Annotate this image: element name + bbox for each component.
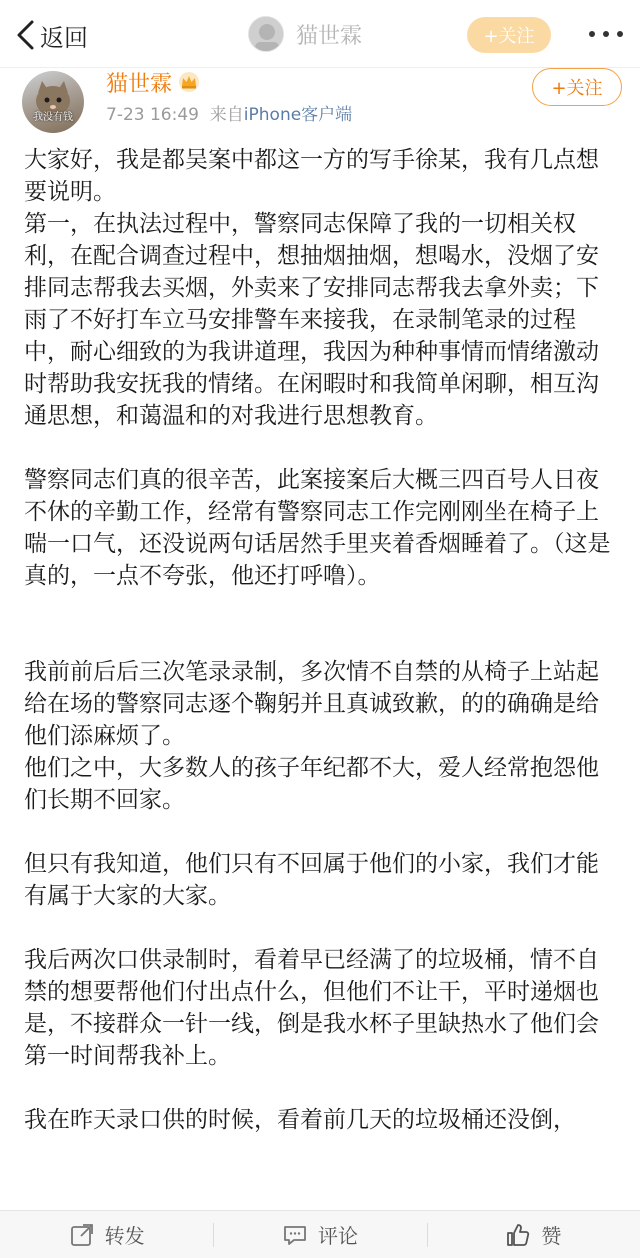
back-button[interactable]	[14, 18, 88, 52]
post-paragraph: 但只有我知道，他们只有不回属于他们的小家，我们才能有属于大家的大家。	[24, 851, 599, 909]
repost-label: 转发	[104, 1224, 145, 1248]
post-paragraph: 他们之中，大多数人的孩子年纪都不大，爱人经常抱怨他们长期不回家。	[24, 755, 599, 813]
nav-avatar-image-icon	[249, 17, 284, 52]
back-chevron-icon	[14, 18, 36, 52]
post-time: 7-23 16:49	[106, 105, 199, 125]
author-row	[0, 68, 640, 134]
nav-avatar[interactable]	[248, 16, 284, 52]
comment-icon	[282, 1222, 308, 1248]
nav-title: 猫世霖	[296, 23, 363, 49]
avatar-caption: 我没有钱	[33, 112, 73, 123]
post-paragraph: 我在昨天录口供的时候，看着前几天的垃圾桶还没倒，	[24, 1107, 576, 1133]
author-name[interactable]	[106, 68, 200, 96]
like-label: 赞	[541, 1224, 562, 1248]
crown-icon	[178, 71, 200, 93]
post-source-prefix: 来自	[209, 105, 244, 125]
comment-label: 评论	[317, 1224, 358, 1248]
nav-title-group[interactable]	[248, 15, 362, 53]
comment-button[interactable]	[213, 1211, 426, 1258]
follow-button[interactable]: +关注	[532, 68, 622, 106]
post-meta	[106, 100, 352, 125]
post-paragraph: 大家好，我是都吴案中都这一方的写手徐某，我有几点想要说明。	[24, 147, 599, 205]
repost-icon	[69, 1222, 95, 1248]
post-paragraph: 我后两次口供录制时，看着早已经满了的垃圾桶，情不自禁的想要帮他们付出点什么，但他们不让干，平时递烟也是，不接群众一针一线，倒是我水杯子里缺热水了他们会第一时间帮我补上。	[24, 947, 599, 1069]
nav-follow-button[interactable]: +关注	[467, 17, 551, 53]
top-nav-bar	[0, 0, 640, 68]
cat-avatar-icon	[22, 71, 84, 133]
author-name-text: 猫世霖	[106, 71, 173, 97]
post-paragraph: 警察同志们真的很辛苦，此案接案后大概三四百号人日夜不休的辛勤工作，经常有警察同志工作完刚刚坐在椅子上喘一口气，还没说两句话居然手里夹着香烟睡着了。（这是真的，一点不夸张，他还打呼噜）。	[24, 467, 611, 589]
avatar[interactable]	[22, 71, 84, 133]
post-paragraph: 我前前后后三次笔录录制，多次情不自禁的从椅子上站起给在场的警察同志逐个鞠躬并且真诚致歉，的的确确是给他们添麻烦了。	[24, 659, 599, 749]
like-button[interactable]	[427, 1211, 640, 1258]
post-source[interactable]: iPhone客户端	[243, 105, 353, 125]
post-content	[24, 144, 616, 1136]
more-icon[interactable]	[588, 26, 624, 42]
repost-button[interactable]	[0, 1211, 213, 1258]
like-icon	[505, 1222, 531, 1248]
post-paragraph: 第一，在执法过程中，警察同志保障了我的一切相关权利，在配合调查过程中，想抽烟抽烟，想喝水，没烟了安排同志帮我去买烟，外卖来了安排同志帮我去拿外卖；下雨了不好打车立马安排警车来接我，在录制笔录的过程中，耐心细致的为我讲道理，我因为种种事情而情绪激动时帮助我安抚我的情绪。在闲暇时和我简单闲聊，相互沟通思想，和蔼温和的对我进行思想教育。	[24, 211, 599, 429]
back-label: 返回	[40, 23, 88, 52]
bottom-action-bar	[0, 1210, 640, 1258]
